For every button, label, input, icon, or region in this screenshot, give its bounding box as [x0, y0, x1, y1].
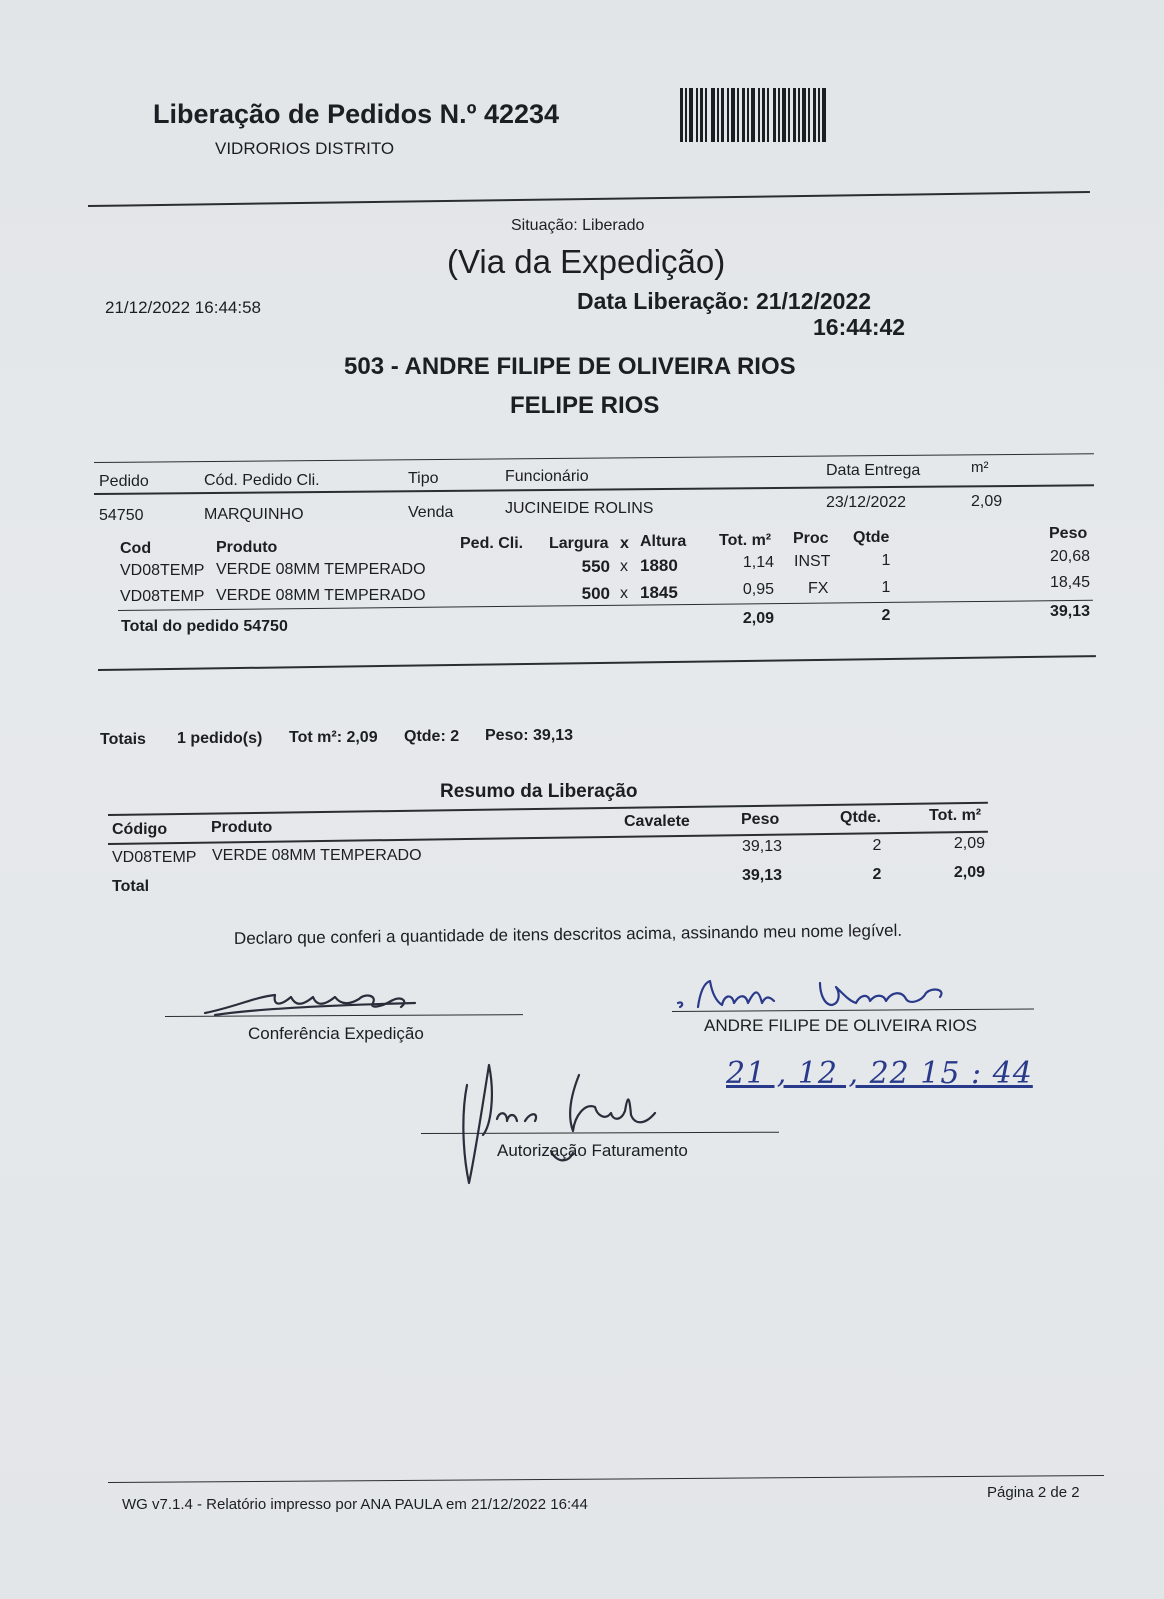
footer-rule — [108, 1475, 1104, 1483]
item-qtde: 1 — [881, 579, 891, 596]
summary-total-label: Total — [112, 878, 150, 895]
release-time: 16:44:42 — [813, 314, 906, 340]
release-date: Data Liberação: 21/12/2022 — [577, 288, 872, 314]
item-col-cod: Cod — [120, 540, 152, 557]
item-col-peso: Peso — [1049, 525, 1088, 542]
col-data-entrega: Data Entrega — [826, 462, 921, 479]
summary-col-codigo: Código — [112, 821, 168, 838]
summary-col-qtde: Qtde. — [840, 809, 881, 826]
col-m2: m² — [971, 459, 989, 476]
item-tot-m2: 1,14 — [742, 554, 774, 571]
item-produto: VERDE 08MM TEMPERADO — [216, 587, 426, 604]
item-col-x: x — [620, 535, 629, 552]
item-col-qtde: Qtde — [853, 529, 890, 546]
company-name: VIDRORIOS DISTRITO — [215, 139, 395, 158]
summary-title: Resumo da Liberação — [440, 781, 638, 802]
summary-col-produto: Produto — [211, 819, 273, 836]
summary-peso: 39,13 — [741, 838, 782, 855]
col-tipo: Tipo — [408, 470, 439, 487]
order-funcionario: JUCINEIDE ROLINS — [505, 500, 654, 517]
summary-total-qtde: 2 — [872, 866, 882, 883]
client-signature-name: ANDRE FILIPE DE OLIVEIRA RIOS — [704, 1016, 978, 1035]
summary-codigo: VD08TEMP — [112, 849, 197, 866]
autorizacao-label: Autorização Faturamento — [497, 1141, 688, 1160]
item-col-largura: Largura — [549, 535, 609, 552]
totals-m2: Tot m²: 2,09 — [289, 729, 378, 746]
order-tipo: Venda — [408, 504, 454, 521]
item-x: x — [620, 585, 628, 602]
conferencia-label: Conferência Expedição — [248, 1024, 424, 1043]
order-total-label: Total do pedido 54750 — [121, 618, 288, 635]
item-tot-m2: 0,95 — [742, 581, 774, 598]
item-largura: 500 — [581, 584, 610, 603]
order-cod-cli: MARQUINHO — [204, 506, 304, 523]
client-nickname: FELIPE RIOS — [510, 392, 660, 419]
summary-col-peso: Peso — [741, 811, 780, 828]
summary-qtde: 2 — [872, 837, 882, 854]
totals-pedidos: 1 pedido(s) — [177, 730, 263, 747]
item-altura: 1845 — [640, 583, 678, 602]
footer-page-number: Página 2 de 2 — [987, 1484, 1080, 1501]
copy-label: (Via da Expedição) — [447, 243, 726, 280]
summary-col-tot-m2: Tot. m² — [929, 807, 982, 824]
item-cod: VD08TEMP — [120, 588, 205, 605]
item-cod: VD08TEMP — [120, 562, 205, 579]
item-col-ped-cli: Ped. Cli. — [460, 535, 524, 552]
summary-tot-m2: 2,09 — [953, 835, 985, 852]
order-total-peso: 39,13 — [1049, 603, 1090, 620]
item-col-altura: Altura — [640, 533, 687, 550]
item-col-proc: Proc — [793, 530, 829, 547]
item-qtde: 1 — [881, 552, 891, 569]
summary-col-cavalete: Cavalete — [624, 813, 690, 830]
col-pedido: Pedido — [99, 473, 149, 490]
totals-label: Totais — [100, 731, 146, 748]
col-cod-cli: Cód. Pedido Cli. — [204, 472, 320, 489]
barcode-icon — [680, 88, 858, 142]
item-largura: 550 — [581, 557, 610, 576]
order-pedido: 54750 — [99, 507, 144, 524]
order-data-entrega: 23/12/2022 — [826, 494, 907, 511]
item-col-produto: Produto — [216, 539, 278, 556]
totals-peso: Peso: 39,13 — [485, 727, 574, 744]
order-total-qtde: 2 — [881, 607, 891, 624]
autorizacao-signature-icon — [455, 1055, 675, 1190]
item-proc: INST — [794, 553, 831, 570]
item-peso: 18,45 — [1049, 574, 1090, 591]
declaration-text: Declaro que conferi a quantidade de itens descritos acima, assinando meu nome legível. — [233, 920, 903, 948]
printed-datetime: 21/12/2022 16:44:58 — [105, 298, 261, 317]
item-x: x — [620, 558, 628, 575]
client-name: 503 - ANDRE FILIPE DE OLIVEIRA RIOS — [344, 353, 796, 380]
summary-produto: VERDE 08MM TEMPERADO — [212, 847, 422, 864]
summary-total-peso: 39,13 — [741, 867, 782, 884]
item-col-tot-m2: Tot. m² — [719, 532, 772, 549]
order-m2: 2,09 — [971, 493, 1003, 510]
order-top-rule — [94, 453, 1094, 463]
order-total-m2: 2,09 — [742, 610, 774, 627]
footer-printed-by: WG v7.1.4 - Relatório impresso por ANA PAULA em 21/12/2022 16:44 — [122, 1496, 588, 1513]
header-divider — [88, 191, 1090, 207]
handwritten-date: 21 , 12 , 22 15 : 44 — [726, 1056, 1033, 1091]
summary-total-tot-m2: 2,09 — [953, 864, 985, 881]
item-altura: 1880 — [640, 556, 678, 575]
col-funcionario: Funcionário — [505, 468, 589, 485]
item-produto: VERDE 08MM TEMPERADO — [216, 561, 426, 578]
item-peso: 20,68 — [1049, 548, 1090, 565]
order-bottom-rule — [98, 655, 1096, 671]
situation-label: Situação: Liberado — [511, 217, 645, 234]
document-title: Liberação de Pedidos N.º 42234 — [153, 99, 560, 129]
totals-qtde: Qtde: 2 — [404, 728, 460, 745]
item-proc: FX — [808, 580, 829, 597]
